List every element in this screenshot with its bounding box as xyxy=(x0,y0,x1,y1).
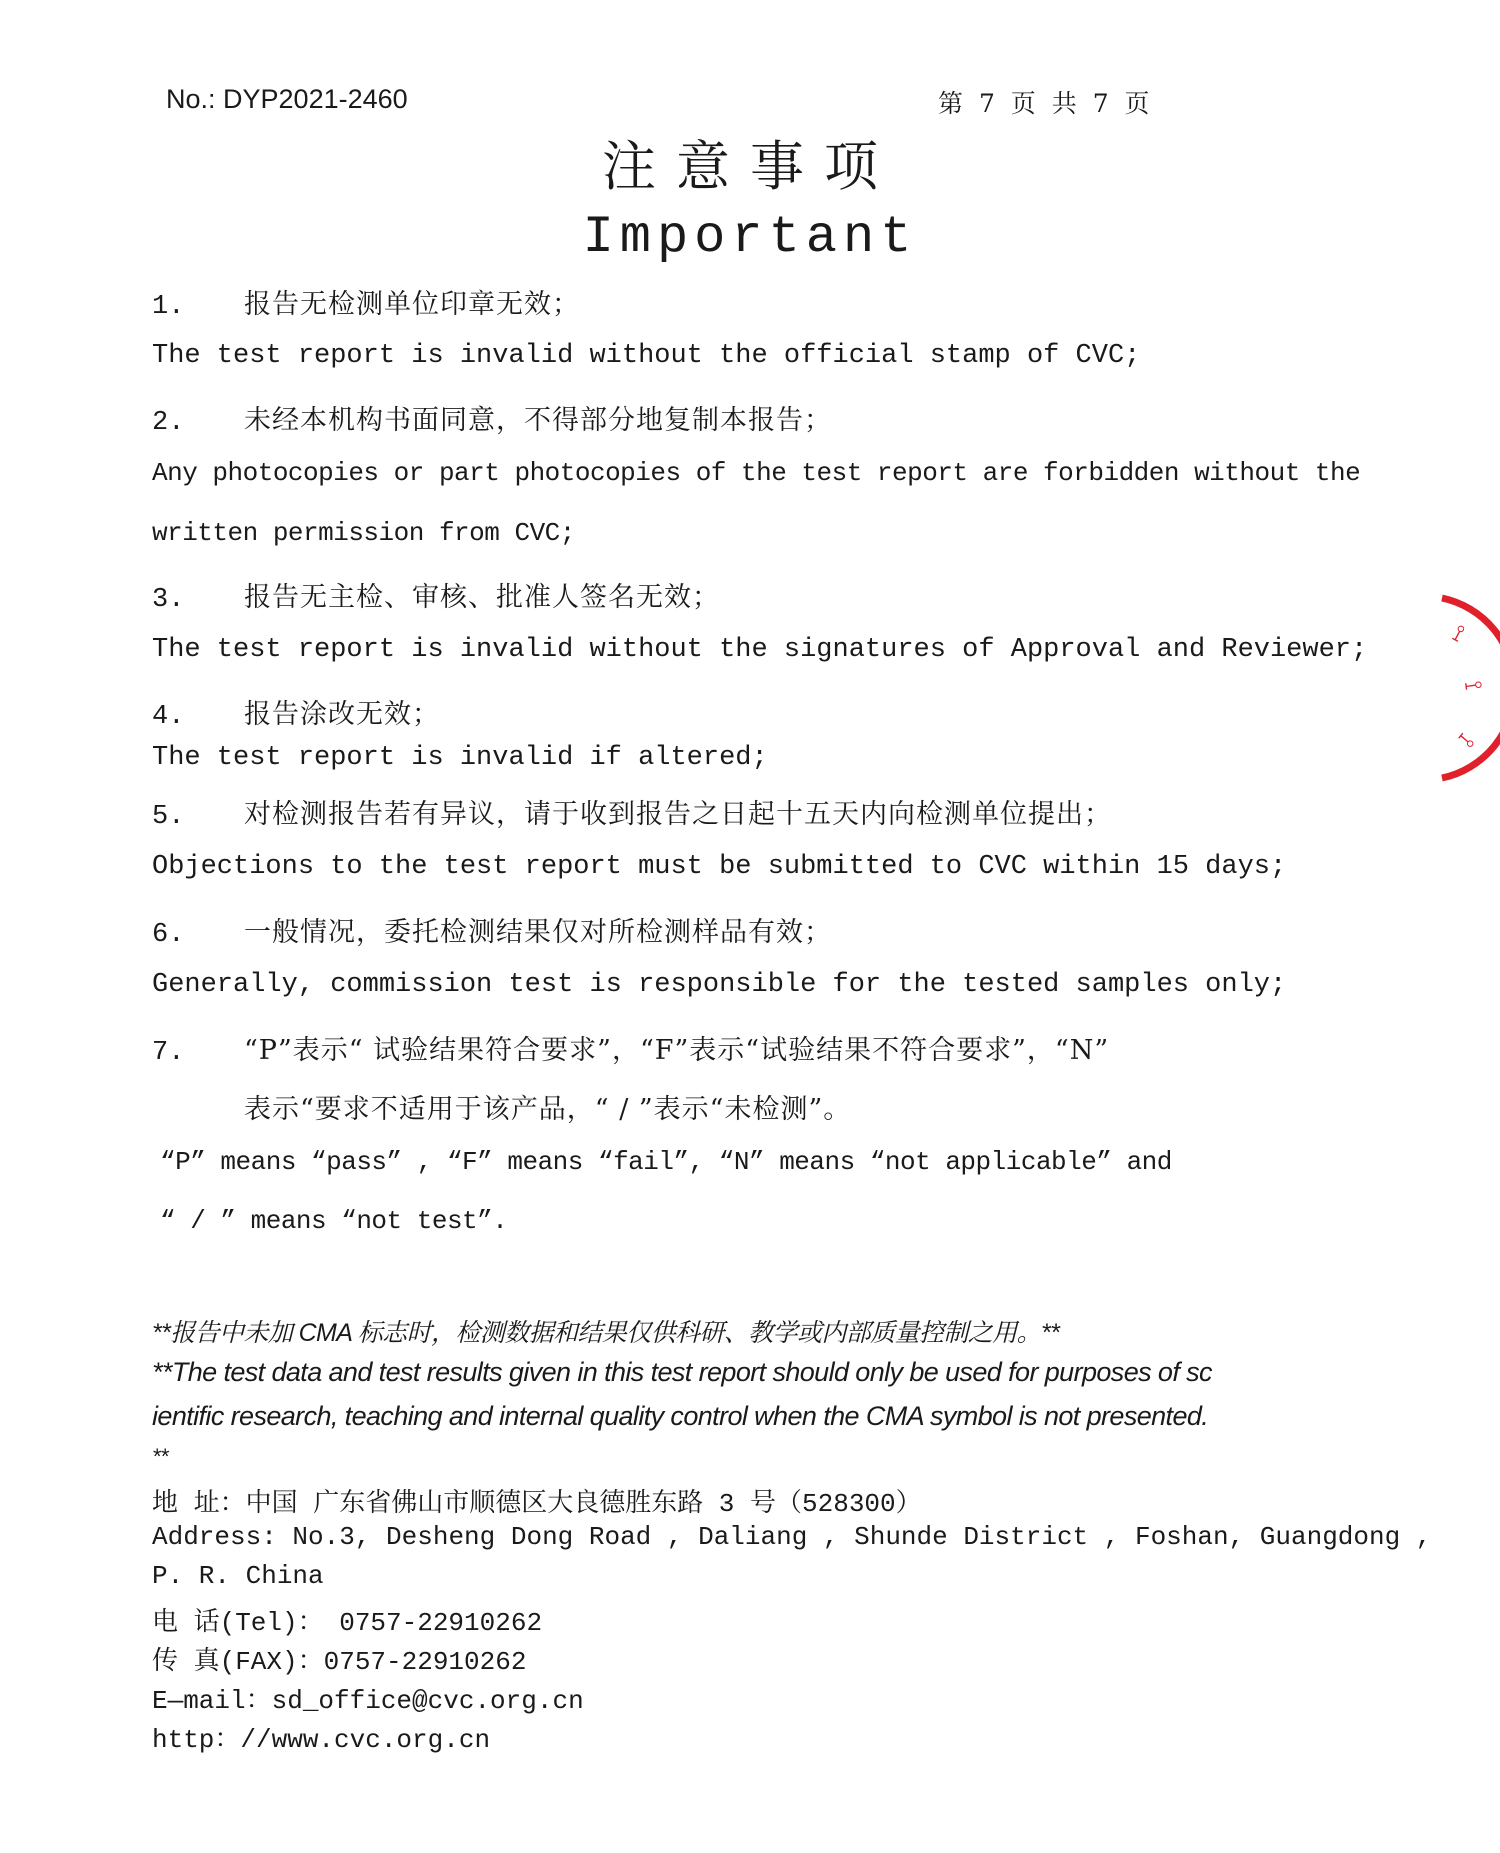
item-text-chinese: 未经本机构书面同意，不得部分地复制本报告； xyxy=(244,405,832,436)
item-number: 1. xyxy=(152,292,185,322)
item-text-english: Generally, commission test is responsible for the tested samples only; xyxy=(152,970,1287,1000)
item-text-chinese: “P”表示“ 试验结果符合要求”，“F”表示“试验结果不符合要求”，“N” xyxy=(244,1035,1110,1066)
item-text-english: The test report is invalid if altered; xyxy=(152,743,768,773)
item-text-english: “ / ” means “not test”. xyxy=(160,1206,508,1236)
list-item xyxy=(152,1028,1109,1068)
cma-note-chinese: **报告中未加 CMA 标志时，检测数据和结果仅供科研、教学或内部质量控制之用。** xyxy=(152,1319,1060,1347)
item-number: 2. xyxy=(152,408,185,438)
page-title-english: Important xyxy=(582,208,918,267)
stamp-glyph: ⟟ xyxy=(1448,618,1470,648)
cma-note-english: ** xyxy=(152,1444,168,1469)
item-text-english: The test report is invalid without the signatures of Approval and Reviewer; xyxy=(152,635,1368,665)
list-item xyxy=(152,910,832,950)
address-chinese: 地 址：中国 广东省佛山市顺德区大良德胜东路 3 号（528300） xyxy=(152,1489,922,1519)
website-link[interactable]: http：//www.cvc.org.cn xyxy=(152,1725,491,1755)
address-english: P. R. China xyxy=(152,1561,324,1591)
item-text-english: Any photocopies or part photocopies of the test report are forbidden without the xyxy=(152,458,1361,488)
fax: 传 真(FAX)：0757-22910262 xyxy=(152,1647,527,1677)
report-number: No.: DYP2021-2460 xyxy=(166,84,408,114)
address-english: Address: No.3, Desheng Dong Road , Daliang , Shunde District , Foshan, Guangdong , xyxy=(152,1522,1432,1552)
item-text-english: The test report is invalid without the official stamp of CVC; xyxy=(152,341,1141,371)
item-number: 4. xyxy=(152,702,185,732)
cma-note-english: ientific research, teaching and internal quality control when the CMA symbol is not presented. xyxy=(152,1401,1209,1431)
item-text-chinese: 报告无主检、审核、批准人签名无效； xyxy=(244,582,720,613)
page-indicator: 第 7 页 共 7 页 xyxy=(938,89,1154,118)
stamp-glyph: ⟟ xyxy=(1452,728,1480,753)
item-text-chinese: 对检测报告若有异议，请于收到报告之日起十五天内向检测单位提出； xyxy=(244,799,1112,830)
list-item xyxy=(152,575,720,615)
item-number: 7. xyxy=(152,1038,185,1068)
email[interactable]: E—mail：sd_office@cvc.org.cn xyxy=(152,1686,584,1716)
official-stamp-icon xyxy=(1440,590,1500,790)
item-number: 6. xyxy=(152,920,185,950)
item-text-english: written permission from CVC; xyxy=(152,518,575,548)
item-text-chinese: 报告无检测单位印章无效； xyxy=(244,289,580,320)
list-item xyxy=(152,692,440,732)
item-text-chinese-continued: 表示“要求不适用于该产品，“ / ”表示“未检测”。 xyxy=(244,1094,852,1125)
item-number: 5. xyxy=(152,802,185,832)
item-text-english: Objections to the test report must be submitted to CVC within 15 days; xyxy=(152,852,1287,882)
list-item xyxy=(152,282,580,322)
item-text-english: “P” means “pass” , “F” means “fail”, “N” means “not applicable” and xyxy=(160,1147,1172,1177)
item-text-chinese: 一般情况，委托检测结果仅对所检测样品有效； xyxy=(244,917,832,948)
list-item xyxy=(152,398,832,438)
stamp-glyph: ⟟ xyxy=(1458,679,1488,692)
item-text-chinese: 报告涂改无效； xyxy=(244,699,440,730)
page-title-chinese: 注意事项 xyxy=(602,135,898,198)
telephone: 电 话(Tel)： 0757-22910262 xyxy=(152,1608,543,1638)
cma-note-english: **The test data and test results given in this test report should only be used for purposes of sc xyxy=(152,1357,1212,1387)
list-item xyxy=(152,792,1112,832)
item-number: 3. xyxy=(152,585,185,615)
